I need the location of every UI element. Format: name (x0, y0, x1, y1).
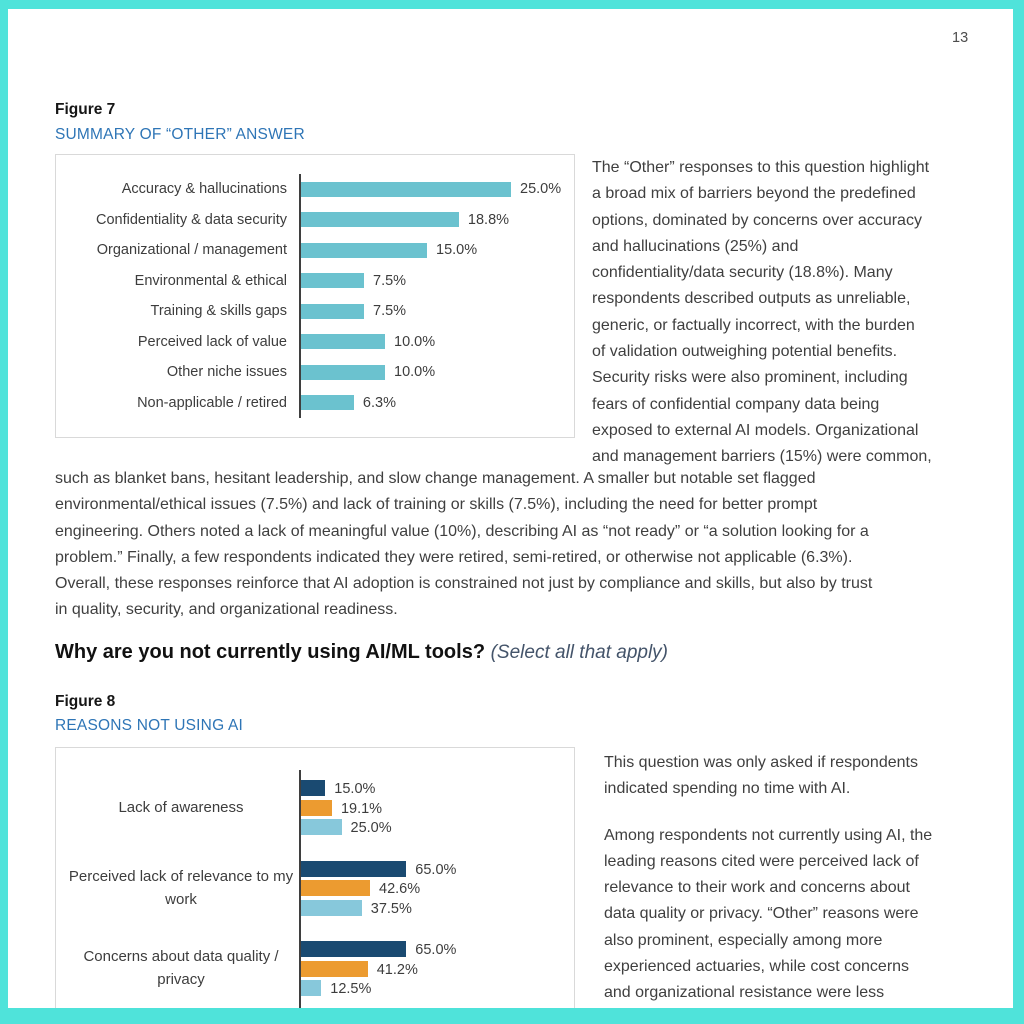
bar (301, 819, 342, 835)
bar (301, 273, 364, 288)
bar-area (299, 357, 574, 388)
category-label: Environmental & ethical (134, 272, 287, 289)
text-line: The “Other” responses to this question highlight (592, 159, 930, 176)
bar (301, 780, 325, 796)
bar-area (299, 296, 574, 327)
question-heading-bold: Why are you not currently using AI/ML tools? (55, 641, 486, 663)
bar (301, 395, 354, 410)
text-line: and organizational resistance were less (604, 984, 885, 1002)
figure8-label: Figure 8 (55, 693, 116, 710)
bar (301, 334, 385, 349)
page-frame-right (1013, 0, 1024, 1024)
text-line: and management barriers (15%) were common, (592, 448, 932, 466)
bar (301, 212, 459, 227)
bar (301, 880, 370, 896)
bar-area (299, 235, 574, 266)
text-line: indicated spending no time with AI. (604, 780, 851, 798)
question-heading (55, 641, 668, 664)
body-paragraph (55, 466, 872, 624)
bar (301, 800, 332, 816)
value-label: 7.5% (373, 272, 407, 289)
figure7-label: Figure 7 (55, 101, 116, 118)
text-line: respondents described outputs as unreliable, (592, 290, 911, 308)
bar-area (299, 174, 574, 205)
bar (301, 243, 427, 258)
text-line: experienced actuaries, while cost concerns (604, 958, 910, 976)
text-line: a broad mix of barriers beyond the predefined (592, 185, 916, 203)
bar (301, 365, 385, 380)
text-line: generic, or factually incorrect, with the burden (592, 316, 915, 334)
category-label: Concerns about data quality / privacy (83, 948, 279, 988)
bar (301, 980, 321, 996)
question-heading-italic: (Select all that apply) (490, 642, 669, 663)
text-line: confidentiality/data security (18.8%). Many (592, 264, 893, 282)
category-label: Non-applicable / retired (137, 394, 287, 411)
value-label: 65.0% (415, 942, 457, 958)
value-label: 37.5% (370, 900, 412, 917)
category-label: Perceived lack of value (137, 333, 287, 350)
text-line: Overall, these responses reinforce that AI adoption is constrained not just by compliance and skills, but also by trust (55, 575, 873, 593)
figure8-title: REASONS NOT USING AI (55, 717, 244, 734)
figure8-side-text (604, 750, 932, 1024)
text-line: engineering. Others noted a lack of meaningful value (10%), describing AI as “not ready” or “a solution looking for a (55, 522, 869, 540)
figure7-chart (55, 154, 575, 438)
text-line: data quality or privacy. “Other” reasons were (604, 905, 919, 923)
page-frame-top (0, 0, 1024, 9)
bar-area (299, 327, 574, 358)
chart-row (56, 327, 574, 358)
text-line: environmental/ethical issues (7.5%) and lack of training or skills (7.5%), including the need for better prompt (55, 496, 818, 514)
text-line: Among respondents not currently using AI, the (604, 826, 933, 844)
text-line: leading reasons cited were perceived lack of (604, 852, 919, 870)
paragraph-gap (604, 803, 932, 823)
bar (301, 900, 362, 916)
text-line: fears of confidential company data being (592, 395, 880, 413)
chart-row (56, 235, 574, 266)
text-line: also prominent, especially among more (604, 931, 883, 949)
value-label: 25.0% (350, 820, 392, 836)
bar-area (299, 205, 574, 236)
bar-area (299, 388, 574, 419)
text-line: relevance to their work and concerns about (604, 879, 910, 897)
chart-row (56, 357, 574, 388)
text-line: problem.” Finally, a few respondents indicated they were retired, semi-retired, or otherwise not applicable (6.3%). (55, 548, 853, 566)
category-label: Organizational / management (96, 242, 287, 259)
text-line: such as blanket bans, hesitant leadership, and slow change management. A smaller but notable set flagged (55, 470, 816, 487)
text-line: in quality, security, and organizational readiness. (55, 601, 398, 619)
figure8-chart (55, 747, 575, 1024)
category-label: Training & skills gaps (150, 303, 287, 320)
text-line: options, dominated by concerns over accuracy (592, 211, 922, 229)
text-line: and hallucinations (25%) and (592, 237, 799, 255)
category-label: Accuracy & hallucinations (121, 181, 287, 198)
figure7-title: SUMMARY OF “OTHER” ANSWER (55, 126, 305, 143)
value-label: 15.0% (334, 781, 376, 797)
category-label: Perceived lack of relevance to my work (68, 867, 294, 908)
chart-row (56, 296, 574, 327)
value-label: 42.6% (379, 881, 421, 897)
chart-row (56, 205, 574, 236)
bar-area (299, 266, 574, 297)
text-line: This question was only asked if respondents (604, 754, 918, 771)
page-frame-left (0, 0, 8, 1024)
chart-row (56, 266, 574, 297)
category-label: Confidentiality & data security (95, 211, 287, 228)
bar (301, 861, 406, 877)
value-label: 6.3% (362, 394, 396, 411)
value-label: 65.0% (415, 861, 457, 878)
value-label: 12.5% (330, 981, 372, 997)
text-line: exposed to external AI models. Organizational (592, 421, 919, 439)
bar (301, 941, 406, 957)
value-label: 15.0% (436, 242, 478, 259)
page-frame-bottom (0, 1008, 1024, 1024)
category-label: Other niche issues (166, 364, 287, 381)
chart-row (56, 388, 574, 419)
bar (301, 182, 511, 197)
text-line: Security risks were also prominent, including (592, 369, 908, 387)
category-label: Lack of awareness (118, 798, 244, 816)
bar (301, 304, 364, 319)
value-label: 10.0% (394, 333, 436, 350)
value-label: 41.2% (376, 961, 418, 978)
chart-row (56, 174, 574, 205)
value-label: 18.8% (467, 211, 510, 228)
figure7-side-text (592, 155, 932, 471)
page-number: 13 (952, 30, 969, 46)
value-label: 10.0% (394, 364, 436, 381)
value-label: 25.0% (520, 181, 562, 198)
value-label: 19.1% (340, 800, 383, 817)
bar (301, 961, 368, 977)
value-label: 7.5% (373, 303, 407, 320)
text-line: of validation outweighing potential benefits. (592, 343, 898, 361)
